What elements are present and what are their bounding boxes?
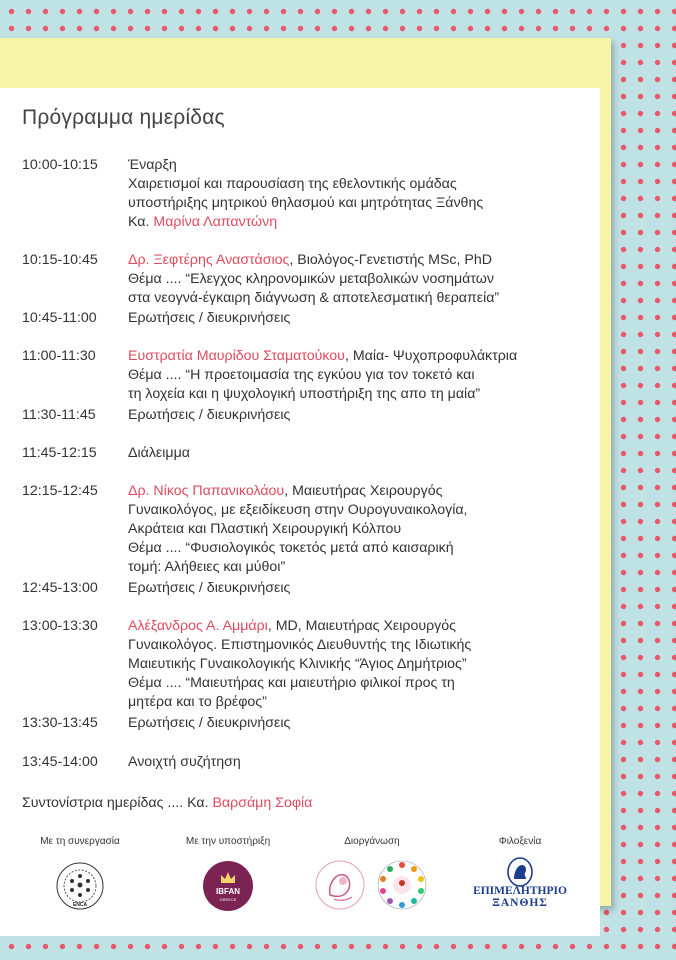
- session-line: [128, 482, 608, 501]
- time-slot: 10:45-11:00: [22, 310, 97, 326]
- speaker-title: , Βιολόγος-Γενετιστής MSc, PhD: [289, 252, 493, 268]
- ibfan-logo-icon: [203, 861, 253, 911]
- speaker-name: Αλέξανδρος Α. Αμμάρι: [128, 618, 268, 634]
- coordinator-line: [22, 795, 312, 811]
- program-frame: [0, 38, 611, 909]
- session-line: Θέμα .... “Η προετοιμασία της εγκύου για τον τοκετό και: [128, 367, 475, 383]
- chamber-city: ΞΑΝΘΗΣ: [492, 897, 548, 909]
- chamber-emblem-icon: [500, 857, 540, 887]
- time-slot: 11:45-12:15: [22, 445, 97, 461]
- sponsor-label: Με τη συνεργασία: [40, 836, 120, 847]
- session-details: [128, 753, 608, 772]
- time-slot: 12:15-12:45: [22, 483, 98, 499]
- sponsor-hospitality: [445, 836, 595, 909]
- session-details: [128, 579, 608, 598]
- speaker-title: , Μαία- Ψυχοπροφυλάκτρια: [344, 348, 518, 364]
- session-details: [128, 617, 608, 712]
- time-slot: 10:00-10:15: [22, 157, 98, 173]
- session-line: Ερωτήσεις / διευκρινήσεις: [128, 310, 291, 326]
- sponsor-organization: [297, 836, 447, 911]
- time-slot: 12:45-13:00: [22, 580, 98, 596]
- page-title: Πρόγραμμα ημερίδας: [22, 106, 225, 129]
- organizer-logos: [297, 859, 447, 911]
- breastfeeding-group-logo-icon: [314, 859, 366, 911]
- enca-logo-text: ENCA: [72, 902, 88, 908]
- session-line: Ερωτήσεις / διευκρινήσεις: [128, 580, 291, 596]
- time-slot: 13:30-13:45: [22, 715, 98, 731]
- session-line: Γυναικολόγος. Επιστημονικός Διευθυντής της Ιδιωτικής: [128, 637, 472, 653]
- program-card: [0, 88, 600, 936]
- session-line: Διάλειμμα: [128, 445, 190, 461]
- session-line: υποστήριξης μητρικού θηλασμού και μητρότητας Ξάνθης: [128, 195, 484, 211]
- session-line: Ακράτεια και Πλαστική Χειρουργική Κόλπου: [128, 521, 402, 537]
- ibfan-logo-text: IBFAN: [216, 887, 240, 896]
- session-line: Θέμα .... “Ελεγχος κληρονομικών μεταβολικών νοσημάτων: [128, 271, 494, 287]
- chamber-name: ΕΠΙΜΕΛΗΤΗΡΙΟ: [473, 885, 567, 897]
- enca-logo-icon: [55, 861, 105, 911]
- coordinator-name: Βαρσάμη Σοφία: [212, 795, 313, 811]
- session-line: Έναρξη: [128, 157, 177, 173]
- session-details: [128, 482, 608, 577]
- session-line: [128, 617, 608, 636]
- session-line: Γυναικολόγος, με εξειδίκευση στην Ουρογυναικολογία,: [128, 502, 468, 518]
- sponsor-label: Με την υποστήριξη: [185, 836, 271, 847]
- session-line: τομή: Αλήθειες και μύθοι”: [128, 559, 286, 575]
- speaker-title: , Μαιευτήρας Χειρουργός: [284, 483, 443, 499]
- session-line: στα νεογνά-έγκαιρη διάγνωση & αποτελεσματική θεραπεία”: [128, 290, 500, 306]
- sponsor-collaboration: [5, 836, 155, 911]
- speaker-name: Δρ. Νίκος Παπανικολάου: [128, 483, 285, 499]
- motherhood-group-logo-icon: [374, 859, 430, 911]
- session-line: μητέρα και το βρέφος”: [128, 694, 267, 710]
- time-slot: 11:30-11:45: [22, 407, 96, 423]
- sponsor-support: [153, 836, 303, 911]
- session-details: [128, 156, 608, 232]
- speaker-title: , MD, Μαιευτήρας Χειρουργός: [267, 618, 456, 634]
- time-slot: 13:00-13:30: [22, 618, 98, 634]
- coordinator-prefix: Συντονίστρια ημερίδας .... Κα.: [22, 795, 213, 811]
- session-line: Θέμα .... “Μαιευτήρας και μαιευτήριο φιλικοί προς τη: [128, 675, 455, 691]
- session-line: τη λοχεία και η ψυχολογική υποστήριξη της απο τη μαία”: [128, 386, 481, 402]
- session-line: Θέμα .... “Φυσιολογικός τοκετός μετά από καισαρική: [128, 540, 454, 556]
- speaker-name: Μαρίνα Λαπαντώνη: [153, 214, 278, 230]
- time-slot: 11:00-11:30: [22, 348, 96, 364]
- session-line: Ερωτήσεις / διευκρινήσεις: [128, 715, 291, 731]
- session-details: [128, 309, 608, 328]
- ibfan-logo-subtext: GREECE: [219, 897, 237, 902]
- time-slot: 10:15-10:45: [22, 252, 98, 268]
- session-line: [128, 213, 608, 232]
- session-details: [128, 251, 608, 308]
- session-details: [128, 444, 608, 463]
- session-line: [128, 347, 608, 366]
- speaker-name: Δρ. Ξεφτέρης Αναστάσιος: [128, 252, 290, 268]
- session-line: [128, 251, 608, 270]
- session-line: Μαιευτικής Γυναικολογικής Κλινικής “Άγιος Δημήτριος”: [128, 656, 467, 672]
- session-line: Ανοιχτή συζήτηση: [128, 754, 241, 770]
- speaker-prefix: Κα.: [128, 214, 154, 230]
- sponsor-label: Διοργάνωση: [344, 836, 400, 847]
- session-details: [128, 406, 608, 425]
- speaker-name: Ευστρατία Μαυρίδου Σταματούκου: [128, 348, 345, 364]
- time-slot: 13:45-14:00: [22, 754, 98, 770]
- session-details: [128, 714, 608, 733]
- sponsor-label: Φιλοξενία: [498, 836, 542, 847]
- session-line: Ερωτήσεις / διευκρινήσεις: [128, 407, 291, 423]
- session-details: [128, 347, 608, 404]
- session-line: Χαιρετισμοί και παρουσίαση της εθελοντικής ομάδας: [128, 176, 457, 192]
